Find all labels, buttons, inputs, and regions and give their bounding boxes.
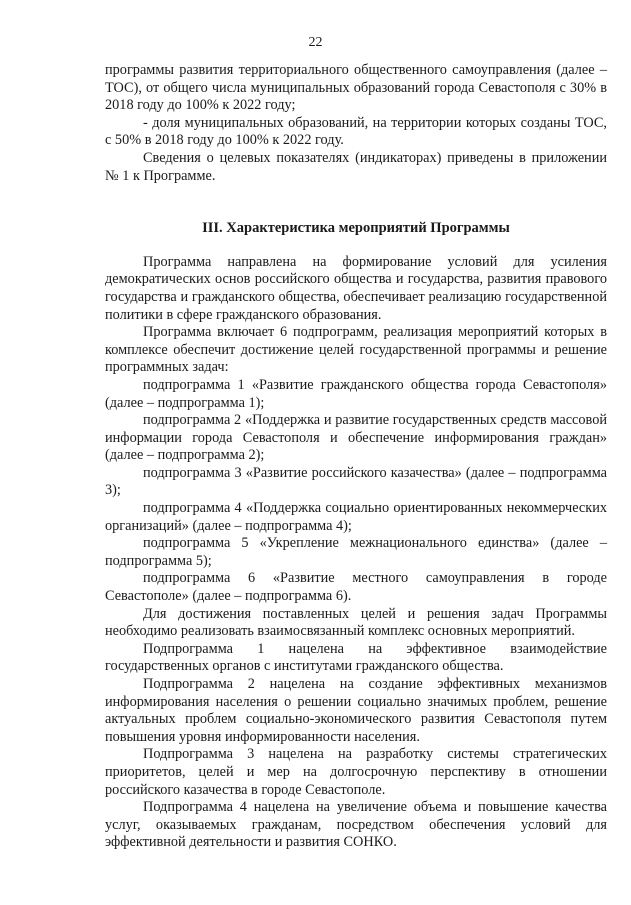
paragraph: программы развития территориального общественного самоуправления (далее – ТОС), от общего числа муниципальных образований города Севастополя с 30% в 2018 году до 100% к 2022 году;: [105, 62, 607, 114]
paragraph: Программа направлена на формирование условий для усиления демократических основ российского общества и государства, развития правового государства и гражданского общества, обеспечивает реализацию государственной политики в сфере гражданского образования.: [105, 253, 607, 323]
paragraph: Подпрограмма 2 нацелена на создание эффективных механизмов информирования населения о решении социально значимых проблем, решение актуальных проблем социально-экономического развития Севастополя путем повышения уровня информированности населения.: [105, 676, 607, 745]
paragraph: Подпрограмма 4 нацелена на увеличение объема и повышение качества услуг, оказываемых гражданам, посредством обеспечения условий для эффективной деятельности и развития СОНКО.: [105, 799, 607, 851]
paragraph: - доля муниципальных образований, на территории которых созданы ТОС, с 50% в 2018 году до 100% к 2022 году.: [105, 114, 607, 149]
list-item: подпрограмма 5 «Укрепление межнационального единства» (далее – подпрограмма 5);: [105, 535, 607, 569]
list-item: подпрограмма 2 «Поддержка и развитие государственных средств массовой информации города Севастополя и обеспечение информирования граждан» (далее – подпрограмма 2);: [105, 412, 607, 464]
page-number: 22: [308, 35, 323, 50]
paragraph: Подпрограмма 3 нацелена на разработку системы стратегических приоритетов, целей и мер на долгосрочную перспективу в отношении российского казачества в городе Севастополе.: [105, 746, 607, 798]
list-item: подпрограмма 3 «Развитие российского казачества» (далее – подпрограмма 3);: [105, 464, 607, 499]
paragraph: Подпрограмма 1 нацелена на эффективное взаимодействие государственных органов с институтами гражданского общества.: [105, 640, 607, 675]
paragraph: Для достижения поставленных целей и решения задач Программы необходимо реализовать взаимосвязанный комплекс основных мероприятий.: [105, 605, 607, 640]
document-body: [105, 62, 607, 852]
paragraph: Программа включает 6 подпрограмм, реализация мероприятий которых в комплексе обеспечит достижение целей государственной программы и решение программных задач:: [105, 324, 607, 376]
list-item: подпрограмма 4 «Поддержка социально ориентированных некоммерческих организаций» (далее – подпрограмма 4);: [105, 500, 607, 534]
section-heading: III. Характеристика мероприятий Программы: [202, 220, 510, 237]
list-item: подпрограмма 6 «Развитие местного самоуправления в городе Севастополе» (далее – подпрограмма 6).: [105, 570, 607, 605]
list-item: подпрограмма 1 «Развитие гражданского общества города Севастополя» (далее – подпрограмма 1);: [105, 376, 607, 411]
paragraph: Сведения о целевых показателях (индикаторах) приведены в приложении № 1 к Программе.: [105, 149, 607, 184]
